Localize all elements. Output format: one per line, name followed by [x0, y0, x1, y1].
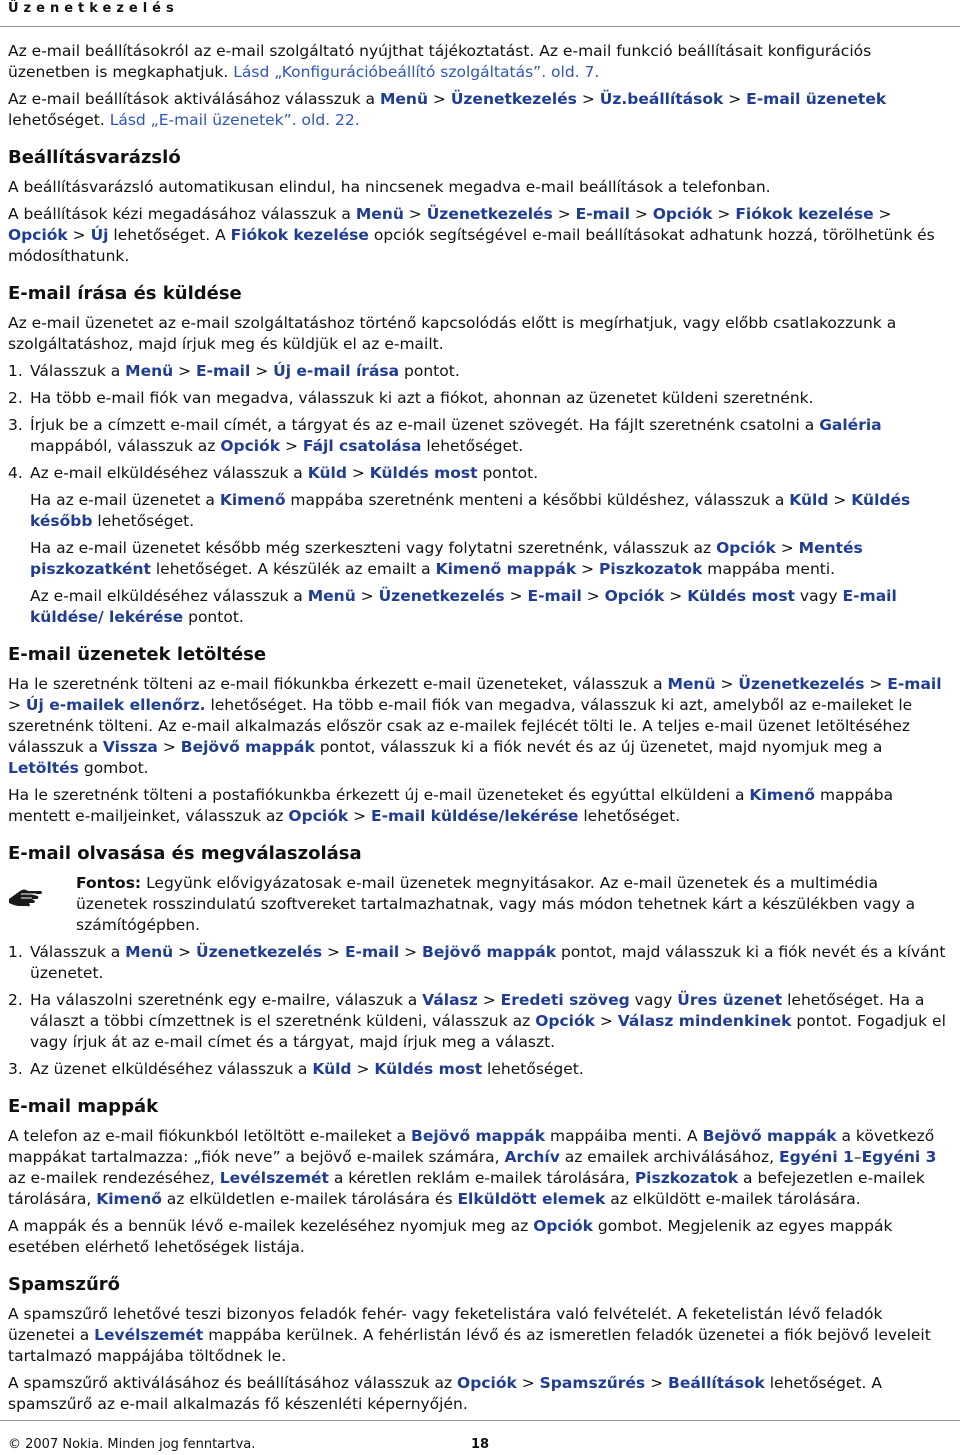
list-item: [8, 388, 954, 409]
text-run: [30, 463, 538, 484]
menu-keyword: Opciók: [652, 205, 713, 223]
text-run: Az e-mail elküldéséhez válasszuk a: [30, 464, 308, 482]
list-number: 4.: [8, 464, 23, 482]
text-run: A beállítások kézi megadásához válasszuk a: [8, 205, 356, 223]
menu-keyword: Kimenő: [749, 786, 816, 804]
menu-keyword: E-mail küldése/lekérése: [371, 807, 579, 825]
menu-keyword: Küldés most: [687, 587, 795, 605]
menu-keyword: Egyéni 3: [861, 1148, 937, 1166]
important-note: [8, 873, 954, 936]
text-run: pontot.: [477, 464, 539, 482]
text-run: >: [664, 587, 688, 605]
heading-write-email: E-mail írása és küldése: [8, 283, 242, 304]
text-run: –: [853, 1148, 862, 1166]
text-run: >: [322, 943, 345, 961]
text-run: mappából, válasszuk az: [30, 437, 221, 455]
list-item: [8, 942, 954, 984]
text-run: >: [348, 807, 371, 825]
text-run: mappába mentett e-mailjeinket, válasszuk az: [8, 786, 894, 825]
spam-paragraph-2: [8, 1373, 954, 1415]
download-paragraph-1: [8, 674, 954, 779]
text-run: a következő mappákat tartalmazza: „fiók neve” a bejövő e-mailek számára,: [8, 1127, 935, 1166]
text-run: A telefon az e-mail fiókunkból letöltött e-maileket a: [8, 1127, 412, 1145]
intro-paragraph-2: [8, 89, 954, 131]
text-run: >: [712, 205, 736, 223]
page-header: Üzenetkezelés: [8, 1, 179, 16]
list-item: [8, 463, 954, 484]
text-run: gombot. Megjelenik az egyes mappák esetében elérhető lehetőségek listája.: [8, 1217, 893, 1256]
text-run: Az e-mail elküldéséhez válasszuk a: [30, 587, 308, 605]
menu-keyword: Küld: [789, 491, 829, 509]
text-run: >: [477, 991, 501, 1009]
text-run: lehetőséget.: [482, 1060, 584, 1078]
menu-keyword: Üz.beállítások: [599, 90, 724, 108]
text-run: A spamszűrő aktiválásához és beállításához válasszuk az: [8, 1374, 458, 1392]
text-run: Válasszuk a: [30, 943, 126, 961]
menu-keyword: Letöltés: [8, 759, 79, 777]
text-run: vagy: [794, 587, 843, 605]
menu-keyword: Küld: [312, 1060, 352, 1078]
menu-keyword: E-mail: [575, 205, 630, 223]
menu-keyword: Egyéni 1: [779, 1148, 854, 1166]
page-footer: [0, 1420, 960, 1455]
menu-keyword: Üzenetkezelés: [450, 90, 577, 108]
text-run: Ha le szeretnénk tölteni az e-mail fiókunkba érkezett e-mail üzeneteket, válasszuk a: [8, 675, 668, 693]
list-item: [8, 361, 954, 382]
menu-keyword: Bejövő mappák: [180, 738, 315, 756]
text-run: >: [516, 1374, 540, 1392]
text-run: pontot.: [183, 608, 244, 626]
text-run: [30, 415, 954, 457]
text-run: az elküldetlen e-mailek tárolására és: [161, 1190, 458, 1208]
page-number: 18: [471, 1437, 490, 1452]
menu-keyword: Küld: [307, 464, 347, 482]
menu-keyword: Levélszemét: [94, 1326, 204, 1344]
text-run: >: [351, 1060, 375, 1078]
menu-keyword: Üzenetkezelés: [426, 205, 553, 223]
write-step4-sub-3: [8, 586, 954, 628]
text-run: az elküldött e-mailek tárolására.: [605, 1190, 861, 1208]
text-run: pontot, majd válasszuk ki a fiók nevét és a kívánt üzenetet.: [30, 943, 946, 982]
text-run: >: [775, 539, 799, 557]
heading-folders: E-mail mappák: [8, 1096, 159, 1117]
text-run: >: [594, 1012, 618, 1030]
text-run: Az e-mail beállítások aktiválásához válasszuk a: [8, 90, 380, 108]
menu-keyword: Üres üzenet: [677, 991, 783, 1009]
text-run: mappáiba menti. A: [545, 1127, 703, 1145]
text-run: a befejezetlen e-mailek tárolására,: [8, 1169, 925, 1208]
menu-keyword: Válasz mindenkinek: [617, 1012, 792, 1030]
text-run: >: [645, 1374, 669, 1392]
menu-keyword: Opciók: [533, 1217, 593, 1235]
text-run: >: [250, 362, 274, 380]
text-run: lehetőséget. Ha több e-mail fiók van megadva, válasszuk ki azt, amelyből az e-maileket le szeretnénk tölteni. Az e-mail alkalmazás először csak az e-mailek fejlécét tölti le. A teljes e-mail üzenet letöltéséhez válasszuk a: [8, 696, 913, 756]
heading-spam-filter: Spamszűrő: [8, 1274, 120, 1295]
folders-paragraph-2: [8, 1216, 954, 1258]
menu-keyword: Galéria: [819, 416, 882, 434]
text-run: >: [399, 943, 423, 961]
text-run: lehetőséget. A spamszűrő az e-mail alkalmazás fő készenléti képernyőjén.: [8, 1374, 883, 1413]
text-run: lehetőséget.: [578, 807, 681, 825]
menu-keyword: Vissza: [102, 738, 158, 756]
text-run: >: [629, 205, 653, 223]
list-number: 3.: [8, 416, 23, 434]
menu-keyword: E-mail küldése/ lekérése: [30, 587, 897, 626]
menu-keyword: Piszkozatok: [599, 560, 703, 578]
text-run: >: [403, 205, 427, 223]
heading-wizard: Beállításvarázsló: [8, 147, 181, 168]
menu-keyword: Menü: [355, 205, 404, 223]
list-item: [8, 415, 954, 457]
list-number: 2.: [8, 991, 23, 1009]
menu-keyword: Menü: [379, 90, 428, 108]
menu-keyword: Új e-mail írása: [273, 362, 400, 380]
menu-keyword: Beállítások: [668, 1374, 765, 1392]
menu-keyword: E-mail: [527, 587, 582, 605]
text-run: lehetőséget. A: [108, 226, 231, 244]
menu-keyword: Fiókok kezelése: [735, 205, 874, 223]
menu-keyword: Válasz: [422, 991, 478, 1009]
text-run: >: [576, 90, 600, 108]
text-run: >: [346, 464, 370, 482]
list-item: [8, 1059, 954, 1080]
menu-keyword: Opciók: [8, 226, 68, 244]
folders-paragraph-1: [8, 1126, 954, 1210]
menu-keyword: E-mail üzenetek: [746, 90, 887, 108]
text-run: az e-mailek rendezéséhez,: [8, 1169, 220, 1187]
menu-keyword: Opciók: [457, 1374, 517, 1392]
menu-keyword: Küldés most: [369, 464, 478, 482]
text-run: >: [427, 90, 451, 108]
menu-keyword: Fájl csatolása: [302, 437, 422, 455]
text-run: >: [576, 560, 600, 578]
text-run: lehetőséget. A készülék az emailt a: [150, 560, 436, 578]
text-run: a kéretlen reklám e-mailek tárolására,: [328, 1169, 635, 1187]
hand-pointing-icon: [8, 873, 68, 913]
write-step4-sub-2: [8, 538, 954, 580]
menu-keyword: Elküldött elemek: [457, 1190, 606, 1208]
menu-keyword: Opciók: [604, 587, 665, 605]
menu-keyword: Kimenő: [219, 491, 286, 509]
text-run: Az e-mail beállításokról az e-mail szolgáltató nyújthat tájékoztatást. Az e-mail funkció beállításait konfigurációs üzenetben is megkaphatjuk.: [8, 42, 872, 81]
menu-keyword: Spamszűrés: [539, 1374, 646, 1392]
text-run: lehetőséget.: [421, 437, 524, 455]
text-run: Fontos:: [76, 874, 142, 892]
text-run: Legyünk elővigyázatosak e-mail üzenetek megnyitásakor. Az e-mail üzenetek és a multimédia üzenetek rosszindulatú szoftvereket tartalmazhatnak, vagy más módon tehetnek kárt a készülékben vagy a számítógépben.: [76, 874, 916, 934]
menu-keyword: Új e-mailek ellenőrz.: [25, 696, 206, 714]
list-number: 1.: [8, 943, 23, 961]
list-number: 1.: [8, 362, 23, 380]
text-run: Ha válaszolni szeretnénk egy e-mailre, válaszuk a: [30, 991, 423, 1009]
link-email-messages[interactable]: Lásd „E-mail üzenetek”. old. 22.: [109, 111, 360, 129]
list-number: 3.: [8, 1060, 23, 1078]
text-run: pontot, válasszuk ki a fiók nevét és az új üzenetet, majd nyomjuk meg a: [314, 738, 883, 756]
menu-keyword: Menü: [125, 943, 174, 961]
heading-read-reply: E-mail olvasása és megválaszolása: [8, 843, 362, 864]
heading-download: E-mail üzenetek letöltése: [8, 644, 267, 665]
menu-keyword: Bejövő mappák: [422, 943, 557, 961]
text-run: >: [173, 362, 197, 380]
text-run: >: [581, 587, 605, 605]
text-run: Ha le szeretnénk tölteni a postafiókunkba érkezett új e-mail üzeneteket és egyúttal elküldeni a: [8, 786, 750, 804]
menu-keyword: Menü: [667, 675, 716, 693]
link-config-service[interactable]: Lásd „Konfigurációbeállító szolgáltatás”. old. 7.: [233, 63, 600, 81]
menu-keyword: Menü: [307, 587, 356, 605]
text-run: Ha az e-mail üzenetet a: [30, 491, 220, 509]
menu-keyword: E-mail: [344, 943, 400, 961]
menu-keyword: E-mail: [196, 362, 251, 380]
menu-keyword: Küldés később: [30, 491, 911, 530]
menu-keyword: Kimenő mappák: [435, 560, 577, 578]
menu-keyword: Eredeti szöveg: [500, 991, 630, 1009]
menu-keyword: Üzenetkezelés: [738, 675, 865, 693]
menu-keyword: Opciók: [288, 807, 349, 825]
text-run: pontot. Fogadjuk el vagy írjuk át az e-mail címet és a tárgyat, majd írjuk meg a választ.: [30, 1012, 946, 1051]
menu-keyword: Mentés piszkozatként: [30, 539, 863, 578]
spam-paragraph-1: [8, 1304, 954, 1367]
text-run: [30, 361, 460, 382]
intro-paragraph-1: [8, 41, 954, 83]
menu-keyword: Bejövő mappák: [702, 1127, 837, 1145]
menu-keyword: Üzenetkezelés: [196, 943, 323, 961]
menu-keyword: Piszkozatok: [634, 1169, 739, 1187]
text-run: opciók segítségével e-mail beállításokat adhatunk hozzá, törölhetünk és módosíthatunk.: [8, 226, 935, 265]
text-run: >: [355, 587, 379, 605]
text-run: >: [552, 205, 576, 223]
text-run: >: [715, 675, 739, 693]
text-run: A mappák és a bennük lévő e-mailek kezeléséhez nyomjuk meg az: [8, 1217, 534, 1235]
text-run: >: [828, 491, 852, 509]
text-run: >: [280, 437, 303, 455]
menu-keyword: Fiókok kezelése: [230, 226, 369, 244]
menu-keyword: Opciók: [220, 437, 281, 455]
menu-keyword: Küldés most: [374, 1060, 483, 1078]
text-run: gombot.: [78, 759, 149, 777]
menu-keyword: Levélszemét: [219, 1169, 329, 1187]
document-page: [8, 0, 954, 1415]
menu-keyword: Üzenetkezelés: [378, 587, 505, 605]
text-run: pontot.: [399, 362, 460, 380]
menu-keyword: Új: [90, 226, 109, 244]
text-run: lehetőséget. Ha a választ a többi címzettnek is el szeretnénk küldeni, válasszuk az: [30, 991, 925, 1030]
text-run: >: [157, 738, 181, 756]
text-run: >: [67, 226, 91, 244]
text-run: Ha több e-mail fiók van megadva, válasszuk ki azt a fiókot, ahonnan az üzenetet küldeni szeretnénk.: [30, 389, 814, 407]
text-run: mappába szeretnénk menteni a későbbi küldéshez, válasszuk a: [285, 491, 790, 509]
list-item: [8, 990, 954, 1053]
text-run: az emailek archiválásához,: [559, 1148, 779, 1166]
menu-keyword: E-mail: [887, 675, 942, 693]
text-run: lehetőséget.: [92, 512, 195, 530]
menu-keyword: Opciók: [716, 539, 776, 557]
text-run: A spamszűrő lehetővé teszi bizonyos feladók fehér- vagy feketelistára való felvételét. A feketelistán lévő feladók üzenetei a: [8, 1305, 883, 1344]
text-run: >: [723, 90, 747, 108]
list-number: 2.: [8, 389, 23, 407]
menu-keyword: Opciók: [535, 1012, 595, 1030]
menu-keyword: Kimenő: [96, 1190, 162, 1208]
download-paragraph-2: [8, 785, 954, 827]
text-run: >: [504, 587, 528, 605]
text-run: mappába menti.: [702, 560, 836, 578]
text-run: >: [873, 205, 892, 223]
text-run: [30, 1059, 584, 1080]
text-run: Válasszuk a: [30, 362, 126, 380]
wizard-paragraph-1: A beállításvarázsló automatikusan elindul, ha nincsenek megadva e-mail beállítások a telefonban.: [8, 178, 771, 196]
menu-keyword: Archív: [504, 1148, 560, 1166]
text-run: Az üzenet elküldéséhez válasszuk a: [30, 1060, 313, 1078]
text-run: lehetőséget.: [8, 111, 110, 129]
copyright: © 2007 Nokia. Minden jog fenntartva.: [8, 1437, 256, 1452]
text-run: >: [8, 696, 26, 714]
write-step4-sub-1: [8, 490, 954, 532]
text-run: >: [864, 675, 888, 693]
menu-keyword: Menü: [125, 362, 174, 380]
wizard-paragraph-2: [8, 204, 954, 267]
text-run: [30, 942, 954, 984]
text-run: [30, 990, 954, 1053]
text-run: vagy: [629, 991, 678, 1009]
text-run: >: [173, 943, 197, 961]
text-run: mappába kerülnek. A fehérlistán lévő és az ismeretlen feladók üzenetei a fiók bejövő leveleit tartalmazó mappájába töltődnek le.: [8, 1326, 931, 1365]
write-paragraph: Az e-mail üzenetet az e-mail szolgáltatáshoz történő kapcsolódás előtt is megírhatjuk, vagy előbb csatlakozzunk a szolgáltatáshoz, majd írjuk meg és küldjük el az e-mailt.: [8, 314, 897, 353]
text-run: Írjuk be a címzett e-mail címét, a tárgyat és az e-mail üzenet szövegét. Ha fájlt szeretnénk csatolni a: [30, 416, 820, 434]
menu-keyword: Bejövő mappák: [411, 1127, 546, 1145]
text-run: Ha az e-mail üzenetet később még szerkeszteni vagy folytatni szeretnénk, válasszuk az: [30, 539, 717, 557]
